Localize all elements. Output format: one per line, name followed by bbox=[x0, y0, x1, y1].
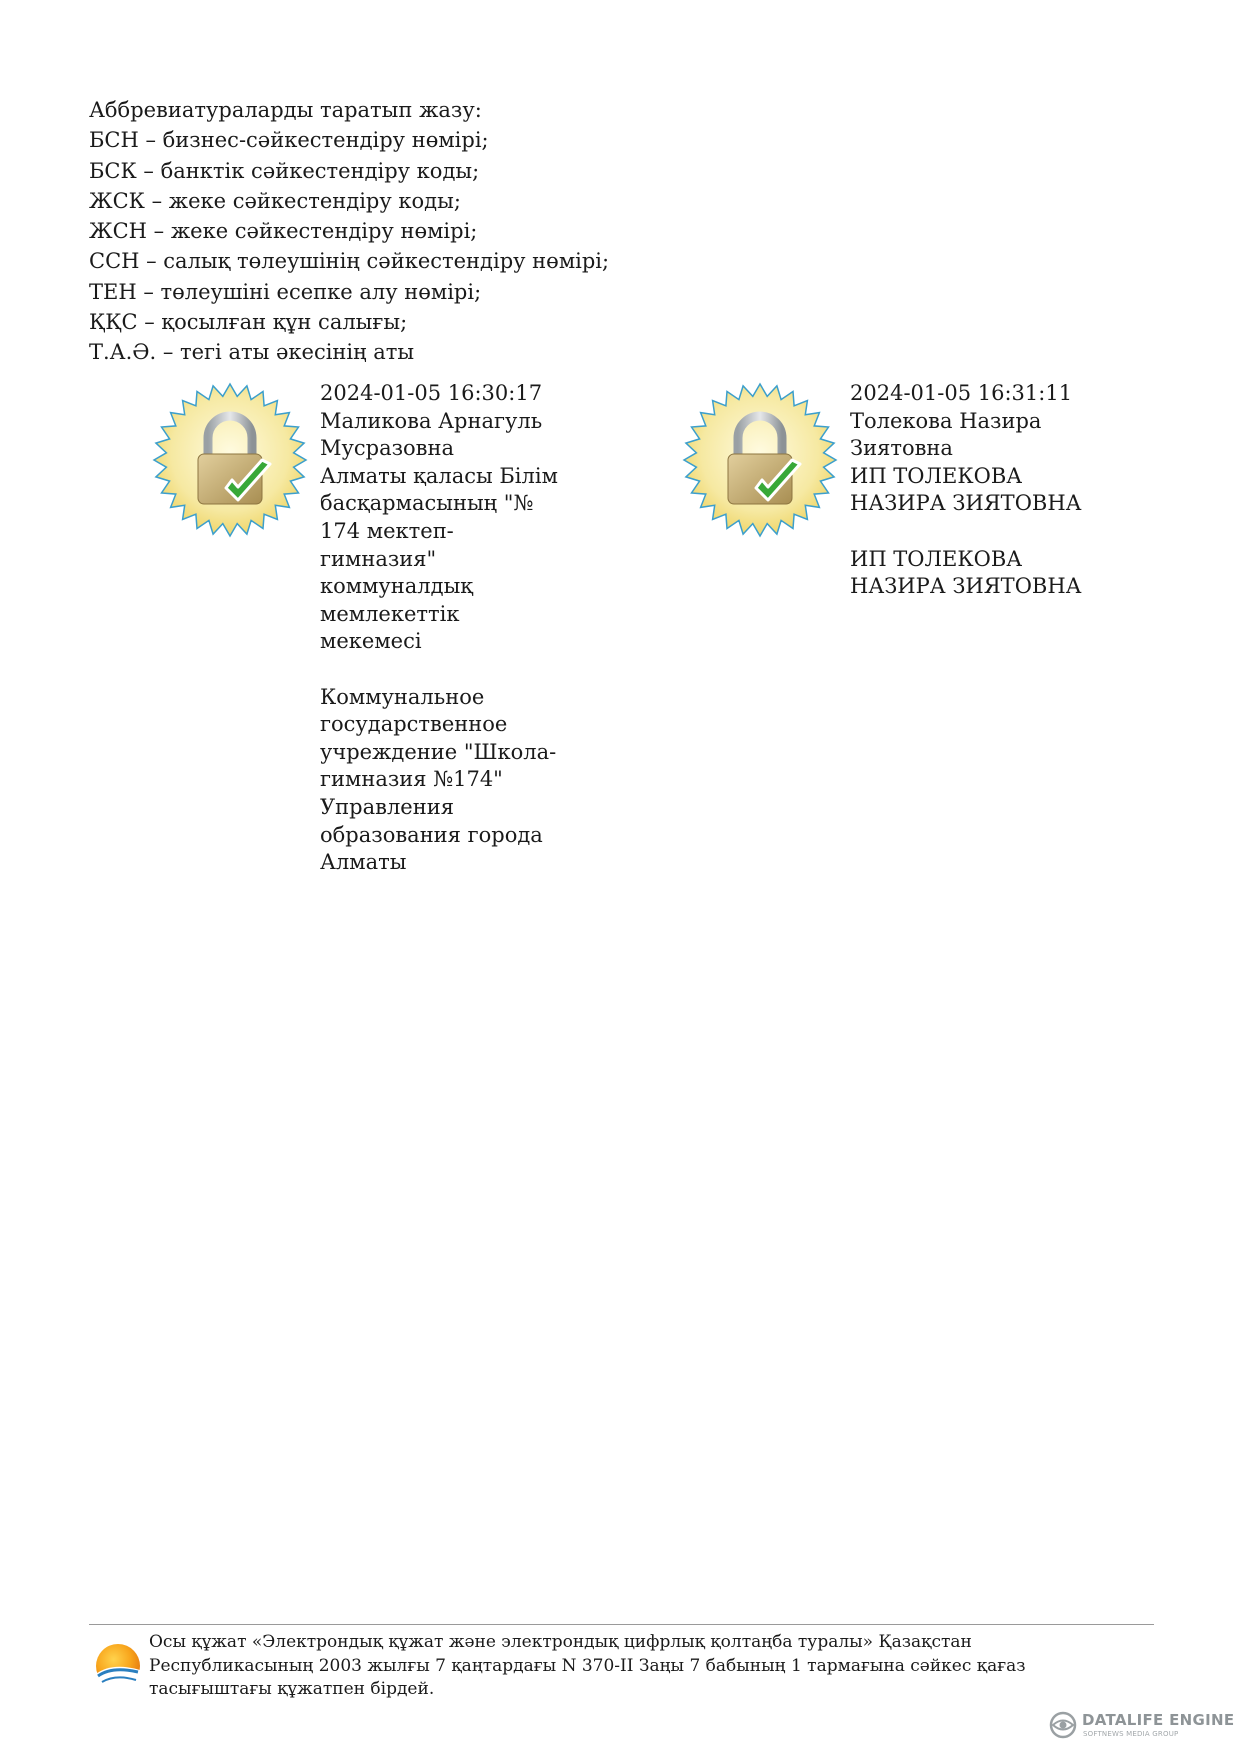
organization-line-ru: образования города bbox=[320, 822, 543, 847]
signature-details bbox=[850, 380, 1082, 601]
abbreviation-item: Т.А.Ә. – тегі аты әкесінің аты bbox=[89, 340, 415, 365]
signer-line: Мусразовна bbox=[320, 436, 455, 461]
datalife-watermark bbox=[1048, 1708, 1235, 1744]
signer-line: Толекова Назира bbox=[850, 408, 1042, 433]
signer-line: Зиятовна bbox=[850, 436, 953, 461]
egov-sun-logo-icon bbox=[92, 1640, 144, 1692]
organization-line-ru: учреждение "Школа- bbox=[320, 739, 557, 764]
datalife-eye-icon bbox=[1048, 1710, 1078, 1740]
organization-line: ИП ТОЛЕКОВА bbox=[850, 463, 1023, 488]
padlock-check-seal-icon bbox=[680, 380, 840, 540]
organization-line: Алматы қаласы Білім bbox=[320, 463, 558, 488]
organization-line: мекемесі bbox=[320, 629, 422, 654]
signature-datetime: 2024-01-05 16:31:11 bbox=[850, 381, 1073, 405]
padlock-check-seal-icon bbox=[150, 380, 310, 540]
abbreviation-item: ТЕН – төлеушіні есепке алу нөмірі; bbox=[89, 279, 482, 304]
organization-line-ru: Коммунальное bbox=[320, 684, 485, 709]
watermark-title: DATALIFE ENGINE bbox=[1082, 1711, 1235, 1729]
organization-line-ru: гимназия №174" bbox=[320, 767, 503, 792]
abbreviation-item: БСК – банктік сәйкестендіру коды; bbox=[89, 158, 480, 183]
signer-line: Маликова Арнагуль bbox=[320, 408, 543, 433]
footer-legal-notice bbox=[149, 1631, 1109, 1702]
organization-line: НАЗИРА ЗИЯТОВНА bbox=[850, 491, 1082, 516]
signature-datetime: 2024-01-05 16:30:17 bbox=[320, 381, 543, 405]
footer-line: тасығыштағы құжатпен бірдей. bbox=[149, 1679, 435, 1699]
organization-line: мемлекеттік bbox=[320, 601, 460, 626]
abbreviation-item: ССН – салық төлеушінің сәйкестендіру нөмірі; bbox=[89, 249, 610, 274]
signature-details bbox=[320, 380, 558, 877]
abbreviations-heading: Аббревиатураларды таратып жазу: bbox=[89, 98, 482, 122]
organization-line: басқармасының "№ bbox=[320, 491, 534, 516]
abbreviation-item: ЖСН – жеке сәйкестендіру нөмірі; bbox=[89, 219, 478, 244]
watermark-subtitle: SOFTNEWS MEDIA GROUP bbox=[1083, 1730, 1179, 1738]
abbreviation-item: ҚҚС – қосылған құн салығы; bbox=[89, 310, 408, 335]
abbreviation-item: ЖСК – жеке сәйкестендіру коды; bbox=[89, 188, 461, 213]
abbreviations-list bbox=[89, 95, 609, 368]
footer-divider bbox=[89, 1624, 1154, 1625]
organization-line: гимназия" bbox=[320, 546, 437, 571]
organization-line-ru: государственное bbox=[320, 712, 508, 737]
organization-line: 174 мектеп- bbox=[320, 518, 454, 543]
organization-line-ru: Управления bbox=[320, 794, 454, 819]
organization-line-ru: Алматы bbox=[320, 850, 407, 875]
footer-line: Республикасының 2003 жылғы 7 қаңтардағы N 370-II Заңы 7 бабының 1 тармағына сәйкес қағаз bbox=[149, 1655, 1026, 1676]
organization-line-ru: ИП ТОЛЕКОВА bbox=[850, 546, 1023, 571]
organization-line-ru: НАЗИРА ЗИЯТОВНА bbox=[850, 574, 1082, 599]
abbreviation-item: БСН – бизнес-сәйкестендіру нөмірі; bbox=[89, 128, 489, 153]
footer-line: Осы құжат «Электрондық құжат және электрондық цифрлық қолтаңба туралы» Қазақстан bbox=[149, 1632, 972, 1652]
organization-line: коммуналдық bbox=[320, 574, 474, 599]
